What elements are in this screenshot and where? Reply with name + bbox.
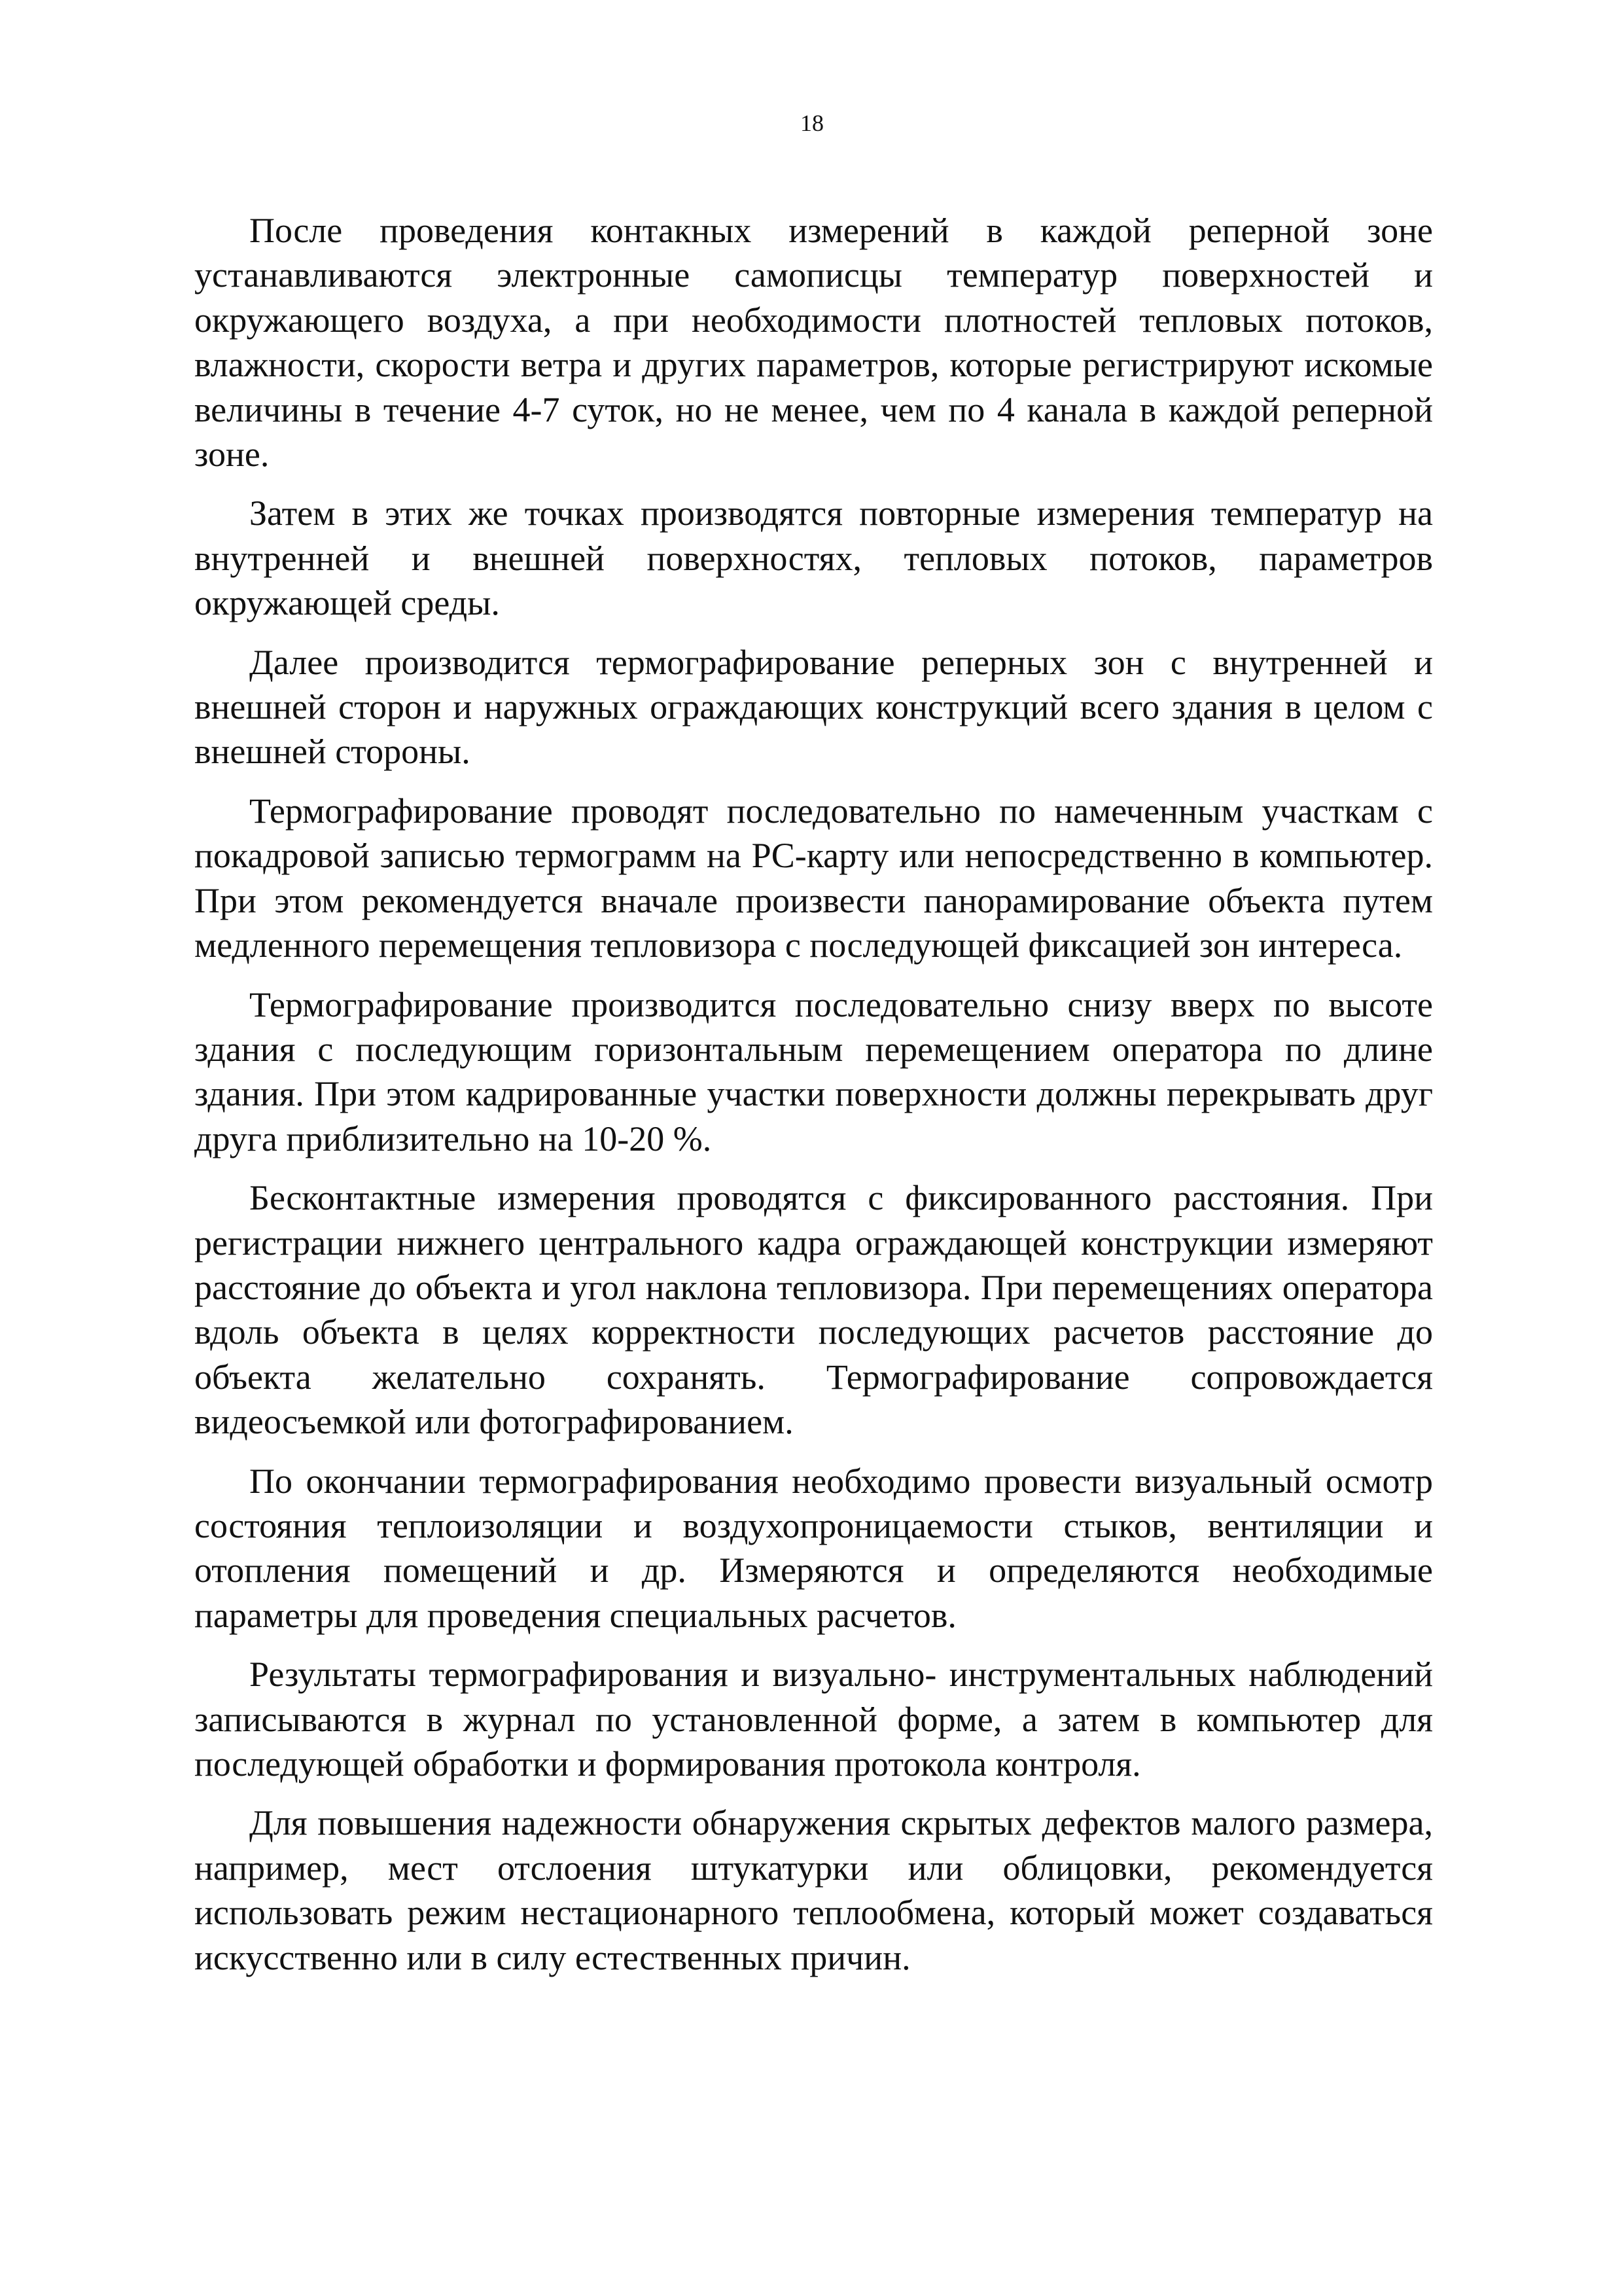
body-text [194,208,1433,1980]
paragraph-repeat-measurements: Затем в этих же точках производятся повторные измерения температур на внутренней и внешней поверхностях, тепловых потоков, параметров окружающей среды. [194,493,1433,623]
paragraph-contactless-measurements: Бесконтактные измерения проводятся с фиксированного расстояния. При регистрации нижнего центрального кадра ограждающей конструкции измеряют расстояние до объекта и угол наклона тепловизора. При перемещениях оператора вдоль объекта в целях корректности последующих расчетов расстояние до объекта желательно сохранять. Термографирование сопровождается видеосъемкой или фотографированием. [194,1178,1433,1442]
paragraph-results-recording: Результаты термографирования и визуально- инструментальных наблюдений записываются в журнал по установленной форме, а затем в компьютер для последующей обработки и формирования протокола контроля. [194,1655,1433,1784]
paragraph-thermography-zones: Далее производится термографирование реперных зон с внутренней и внешней сторон и наружных ограждающих конструкций всего здания в целом с внешней стороны. [194,642,1433,772]
paragraph-contact-measurements: После проведения контакных измерений в каждой реперной зоне устанавливаются электронные самописцы температур поверхностей и окружающего воздуха, а при необходимости плотностей тепловых потоков, влажности, скорости ветра и других параметров, которые регистрируют искомые величины в течение 4-7 суток, но не менее, чем по 4 канала в каждой реперной зоне. [194,211,1433,475]
paragraph-visual-inspection: По окончании термографирования необходимо провести визуальный осмотр состояния теплоизоляции и воздухопроницаемости стыков, вентиляции и отопления помещений и др. Измеряются и определяются необходимые параметры для проведения специальных расчетов. [194,1461,1433,1635]
paragraph-thermography-direction: Термографирование производится последовательно снизу вверх по высоте здания с последующим горизонтальным перемещением оператора по длине здания. При этом кадрированные участки поверхности должны перекрывать друг друга приблизительно на 10-20 %. [194,984,1433,1158]
paragraph-hidden-defects: Для повышения надежности обнаружения скрытых дефектов малого размера, например, мест отслоения штукатурки или облицовки, рекомендуется использовать режим нестационарного теплообмена, который может создаваться искусственно или в силу естественных причин. [194,1803,1433,1977]
page-number: 18 [800,110,824,136]
paragraph-thermography-procedure: Термографирование проводят последовательно по намеченным участкам с покадровой записью термограмм на PC-карту или непосредственно в компьютер. При этом рекомендуется вначале произвести панорамирование объекта путем медленного перемещения тепловизора с последующей фиксацией зон интереса. [194,791,1433,965]
